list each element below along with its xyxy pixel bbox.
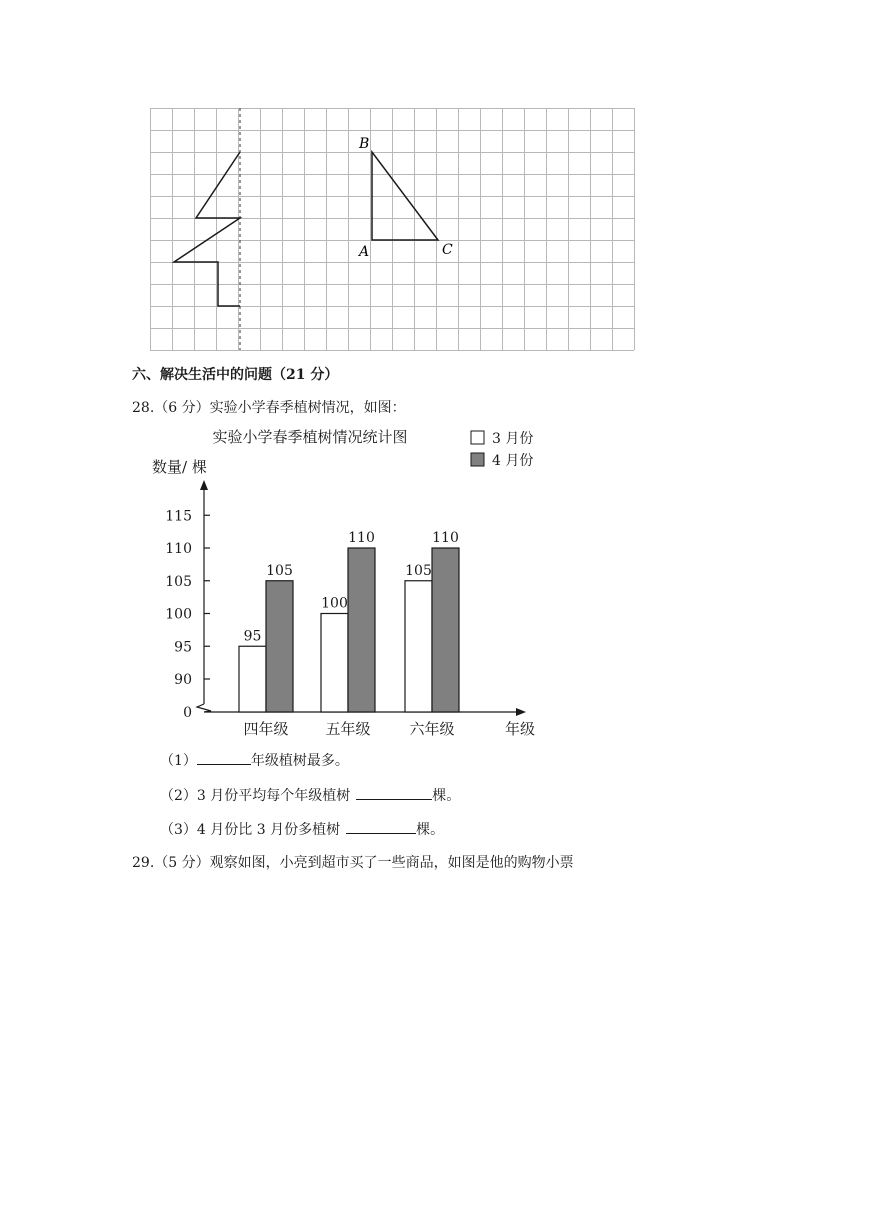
y-tick-label: 100 [165,606,192,623]
sub-question-3-prefix: （3）4 月份比 3 月份多植树 [160,822,341,838]
bar [348,548,375,712]
sub-question-1 [160,750,349,770]
answer-blank-1[interactable] [197,750,251,765]
sub-question-2-suffix: 棵。 [432,788,461,804]
bar-data-label: 95 [243,628,262,645]
axis-break [197,704,211,712]
y-tick-label: 90 [174,672,192,688]
question-28-prompt: 28.（6 分）实验小学春季植树情况，如图： [132,400,406,416]
sub-question-1-suffix: 年级植树最多。 [250,753,349,769]
sub-question-3 [160,819,444,839]
category-label: 六年级 [409,720,455,738]
sub-question-3-suffix: 棵。 [416,822,445,838]
question-29-prompt: 29.（5 分）观察如图，小亮到超市买了一些商品，如图是他的购物小票 [132,855,574,871]
bar-data-label: 100 [321,595,348,612]
y-tick-label: 110 [165,541,192,557]
category-label: 五年级 [325,720,371,738]
bar-data-label: 110 [348,530,375,546]
sub-question-1-prefix: （1） [160,753,197,769]
y-tick-label: 105 [165,573,192,590]
y-tick-label: 95 [174,639,192,656]
bar-data-label: 105 [266,562,293,579]
grid-figure [150,108,640,354]
legend-label-march: 3 月份 [492,431,534,447]
legend-label-april: 4 月份 [492,453,534,469]
bar-chart [140,422,560,742]
legend-swatch-april [471,453,484,466]
bar-data-label: 110 [432,530,459,546]
sub-question-2-prefix: （2）3 月份平均每个年级植树 [160,788,351,804]
sub-question-2 [160,785,460,805]
x-axis-arrow [516,708,526,716]
y-tick-label: 0 [183,705,192,721]
label-c: C [442,242,453,258]
y-axis-arrow [200,480,208,490]
bar [266,581,293,712]
answer-blank-3[interactable] [346,819,416,834]
bar [405,581,432,712]
answer-blank-2[interactable] [356,785,432,800]
bar [239,646,266,712]
section-title: 六、解决生活中的问题（21 分） [132,367,339,383]
x-axis-label: 年级 [504,720,536,738]
label-a: A [359,244,370,260]
bar [432,548,459,712]
legend-swatch-march [471,431,484,444]
category-label: 四年级 [243,720,289,738]
y-axis-label: 数量/ 棵 [152,458,207,476]
chart-title: 实验小学春季植树情况统计图 [212,428,408,446]
label-b: B [359,136,370,152]
half-figure [174,152,240,306]
bar [321,614,348,713]
bar-data-label: 105 [405,562,432,579]
y-tick-label: 115 [165,508,192,525]
